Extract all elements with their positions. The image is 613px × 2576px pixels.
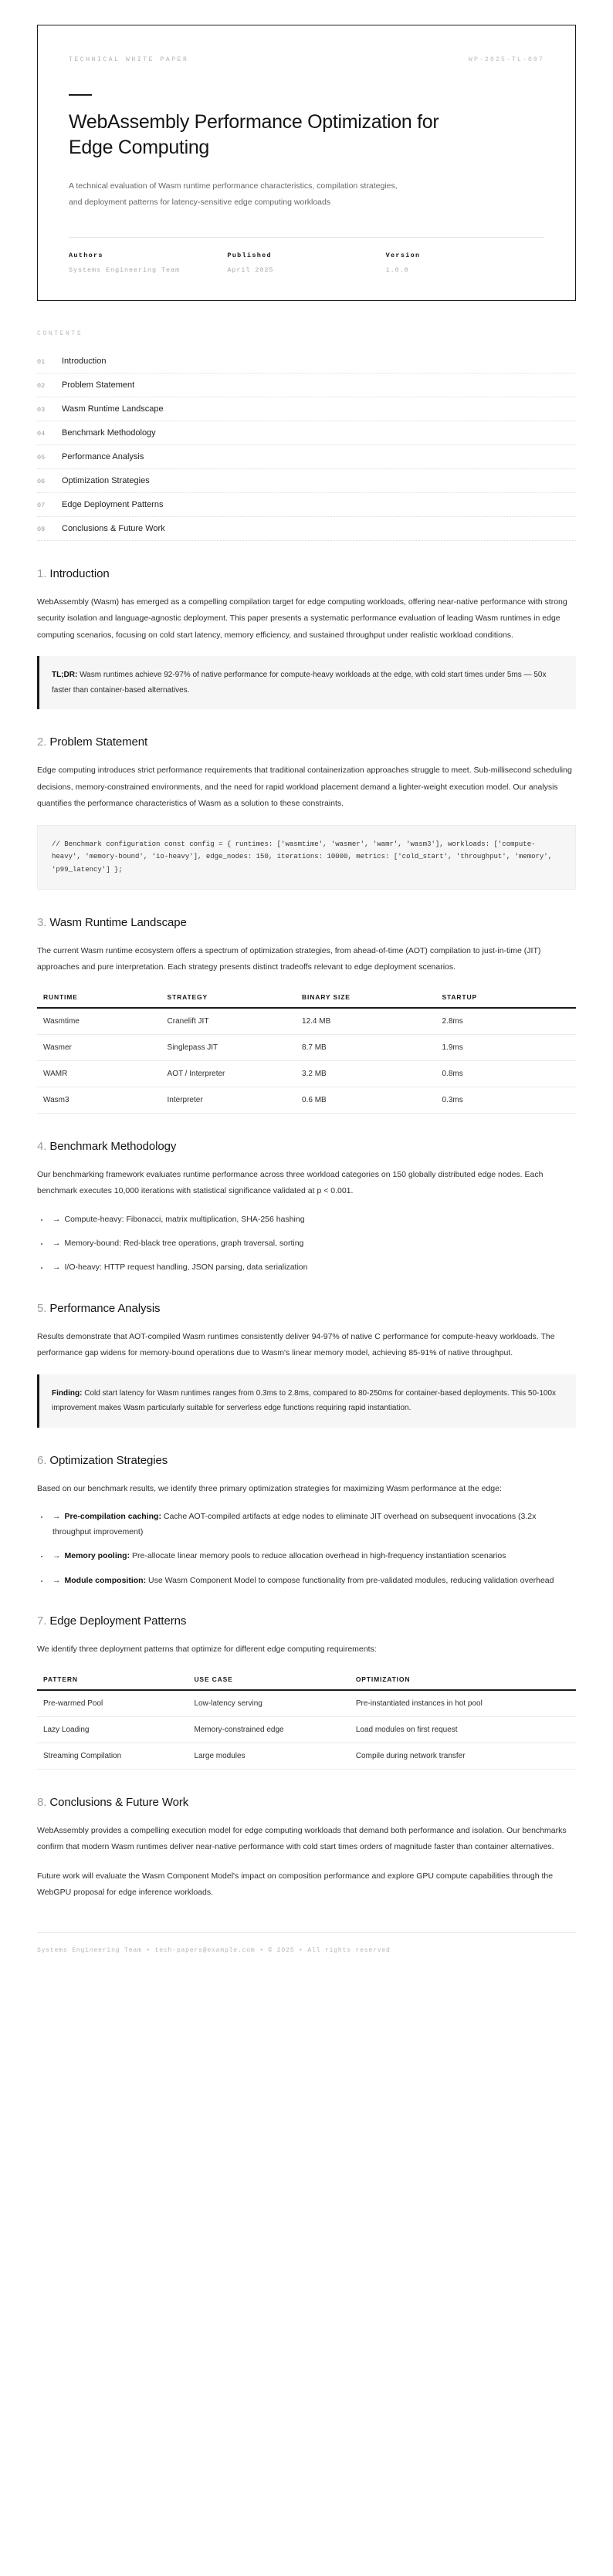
toc-item-problem-statement[interactable] [37, 374, 576, 397]
list-item-label: Memory pooling: [64, 1551, 130, 1561]
table-row [37, 1087, 576, 1113]
cell-optimization: Load modules on first request [350, 1716, 576, 1743]
cell-binary-size: 8.7 MB [296, 1034, 435, 1060]
section-title: Edge Deployment Patterns [49, 1614, 187, 1628]
meta-published [227, 252, 385, 274]
toc-number: 07 [37, 501, 46, 509]
table-of-contents [37, 330, 576, 541]
list-workload-categories [37, 1212, 576, 1276]
arrow-icon: → [52, 1239, 61, 1248]
cell-pattern: Pre-warmed Pool [37, 1690, 188, 1717]
cell-runtime: Wasm3 [37, 1087, 161, 1113]
section-heading-conclusions-future-work [37, 1796, 576, 1809]
callout-text: Wasm runtimes achieve 92-97% of native performance for compute-heavy workloads at the edge, with cold start times under 5ms — 50x faster than container-based alternatives. [52, 671, 547, 695]
toc-number: 01 [37, 357, 46, 366]
cell-startup: 0.3ms [436, 1087, 577, 1113]
section-number: 4. [37, 1139, 47, 1153]
column-header-pattern: PATTERN [37, 1671, 188, 1690]
paragraph: WebAssembly provides a compelling execution model for edge computing workloads that demand both performance and isolation. Our benchmarks confirm that modern Wasm runtimes deliver near-native performance with cold start times orders of magnitude faster than container alternatives. [37, 1825, 567, 1852]
document-body [37, 567, 576, 1902]
list-item [49, 1574, 576, 1588]
cell-runtime: Wasmer [37, 1034, 161, 1060]
cell-strategy: AOT / Interpreter [161, 1060, 296, 1087]
cell-startup: 0.8ms [436, 1060, 577, 1087]
section-title: Problem Statement [49, 735, 148, 749]
column-header-optimization: OPTIMIZATION [350, 1671, 576, 1690]
cell-startup: 1.9ms [436, 1034, 577, 1060]
table-row [37, 1034, 576, 1060]
table-header-row [37, 1671, 576, 1690]
cell-use-case: Large modules [188, 1743, 349, 1769]
cell-use-case: Low-latency serving [188, 1690, 349, 1717]
toc-number: 05 [37, 453, 46, 461]
list-item-text: Use Wasm Component Model to compose functionality from pre-validated modules, reducing validation overhead [146, 1575, 554, 1585]
section-number: 6. [37, 1453, 47, 1467]
section-introduction [37, 567, 576, 710]
section-benchmark-methodology [37, 1140, 576, 1276]
meta-version-label: Version [385, 251, 421, 259]
cover-card [37, 25, 576, 301]
contents-heading: CONTENTS [37, 330, 83, 337]
table-row [37, 1008, 576, 1035]
callout-label: Finding: [52, 1388, 83, 1398]
cell-use-case: Memory-constrained edge [188, 1716, 349, 1743]
arrow-icon: → [52, 1551, 61, 1561]
section-title: Wasm Runtime Landscape [49, 915, 187, 929]
list-item-text: I/O-heavy: HTTP request handling, JSON parsing, data serialization [64, 1263, 308, 1273]
list-optimization-strategies [37, 1509, 576, 1588]
toc-label: Problem Statement [62, 380, 135, 390]
arrow-icon: → [52, 1575, 61, 1585]
list-item-label: Module composition: [64, 1575, 147, 1585]
cover-metadata [69, 252, 544, 274]
section-title: Optimization Strategies [49, 1453, 168, 1467]
footer-text: Systems Engineering Team • tech-papers@example.com • © 2025 • All rights reserved [37, 1946, 391, 1954]
cell-runtime: WAMR [37, 1060, 161, 1087]
section-heading-introduction [37, 567, 576, 580]
toc-number: 06 [37, 477, 46, 485]
table-row [37, 1743, 576, 1769]
section-number: 2. [37, 735, 47, 749]
toc-label: Optimization Strategies [62, 475, 150, 485]
list-item-label: Pre-compilation caching: [64, 1512, 161, 1522]
toc-label: Conclusions & Future Work [62, 523, 165, 533]
section-number: 5. [37, 1301, 47, 1315]
toc-number: 04 [37, 429, 46, 438]
section-performance-analysis [37, 1302, 576, 1428]
page-subtitle: A technical evaluation of Wasm runtime performance characteristics, compilation strategies, and deployment patterns for latency-sensitive edge computing workloads [69, 181, 398, 207]
toc-number: 03 [37, 405, 46, 414]
section-number: 7. [37, 1614, 47, 1628]
page-title: WebAssembly Performance Optimization for Edge Computing [69, 111, 439, 159]
section-title: Benchmark Methodology [49, 1139, 177, 1153]
meta-published-label: Published [227, 251, 272, 259]
arrow-icon: → [52, 1263, 61, 1273]
list-item [49, 1236, 576, 1251]
section-heading-benchmark-methodology [37, 1140, 576, 1153]
column-header-strategy: STRATEGY [161, 989, 296, 1008]
list-item-text: Memory-bound: Red-black tree operations, graph traversal, sorting [64, 1239, 304, 1248]
list-item-text: Cache AOT-compiled artifacts at edge nodes to eliminate JIT overhead on subsequent invocations (3.2x throughput improvement) [52, 1512, 537, 1536]
table-runtime-comparison [37, 989, 576, 1114]
section-title: Introduction [49, 566, 110, 580]
list-item-text: Pre-allocate linear memory pools to reduce allocation overhead in high-frequency instantiation scenarios [130, 1551, 506, 1561]
arrow-icon: → [52, 1214, 61, 1224]
list-item [49, 1260, 576, 1275]
paragraph: Based on our benchmark results, we identify three primary optimization strategies for maximizing Wasm performance at the edge: [37, 1483, 502, 1493]
paragraph: We identify three deployment patterns that optimize for different edge computing requirements: [37, 1645, 377, 1655]
column-header-use-case: USE CASE [188, 1671, 349, 1690]
toc-item-wasm-runtime-landscape[interactable] [37, 397, 576, 421]
cell-binary-size: 3.2 MB [296, 1060, 435, 1087]
callout-body [52, 1386, 562, 1416]
toc-label: Wasm Runtime Landscape [62, 404, 164, 414]
table-row [37, 1690, 576, 1717]
paragraph: Our benchmarking framework evaluates runtime performance across three workload categories on 150 globally distributed edge nodes. Each benchmark executes 10,000 iterations with statistical significance validated at p < 0.001. [37, 1169, 544, 1196]
cell-strategy: Cranelift JIT [161, 1008, 296, 1035]
cover-topline [69, 56, 544, 63]
section-heading-wasm-runtime-landscape [37, 916, 576, 929]
toc-item-benchmark-methodology[interactable] [37, 421, 576, 445]
cell-runtime: Wasmtime [37, 1008, 161, 1035]
cell-optimization: Compile during network transfer [350, 1743, 576, 1769]
section-problem-statement [37, 735, 576, 889]
column-header-startup: STARTUP [436, 989, 577, 1008]
toc-label: Performance Analysis [62, 451, 144, 461]
callout-label: TL;DR: [52, 671, 78, 680]
whitepaper-page [0, 25, 613, 1985]
cell-optimization: Pre-instantiated instances in hot pool [350, 1690, 576, 1717]
paragraph: The current Wasm runtime ecosystem offers a spectrum of optimization strategies, from ahead-of-time (AOT) compilation to just-in-time (JIT) approaches and pure interpretation. Each strategy presents distinct tradeoffs relevant to edge deployment scenarios. [37, 945, 541, 972]
section-heading-edge-deployment-patterns [37, 1614, 576, 1628]
meta-version-value: 1.0.0 [385, 265, 409, 274]
section-number: 1. [37, 566, 47, 580]
toc-label: Edge Deployment Patterns [62, 499, 164, 509]
callout-tldr [37, 656, 576, 709]
section-number: 8. [37, 1795, 47, 1809]
section-heading-optimization-strategies [37, 1454, 576, 1467]
paragraph: WebAssembly (Wasm) has emerged as a compelling compilation target for edge computing workloads, offering near-native performance with strong security isolation and language-agnostic deployment. This paper presents a systematic performance evaluation of leading Wasm runtimes in edge computing scenarios, focusing on cold start latency, memory efficiency, and sustained throughput under realistic workload conditions. [37, 597, 567, 640]
title-accent-rule [69, 94, 92, 96]
callout-body [52, 668, 562, 698]
paragraph: Edge computing introduces strict performance requirements that traditional containerization approaches struggle to meet. Sub-millisecond scheduling decisions, memory-constrained environments, and the need for rapid workload placement demand a lighter-weight execution model. Our analysis quantifies the performance characteristics of Wasm as a solution to these constraints. [37, 766, 572, 809]
callout-text: Cold start latency for Wasm runtimes ranges from 0.3ms to 2.8ms, compared to 80-250ms for container-based deployments. This 50-100x improvement makes Wasm particularly suitable for serverless edge functions requiring rapid instantiation. [52, 1388, 557, 1413]
document-kind-label: TECHNICAL WHITE PAPER [69, 56, 189, 63]
meta-version [386, 252, 544, 274]
section-title: Performance Analysis [49, 1301, 161, 1315]
arrow-icon: → [52, 1512, 61, 1522]
section-optimization-strategies [37, 1454, 576, 1588]
list-item [49, 1212, 576, 1227]
meta-authors-label: Authors [69, 251, 103, 259]
list-item [49, 1549, 576, 1564]
table-deployment-patterns [37, 1671, 576, 1770]
section-title: Conclusions & Future Work [49, 1795, 189, 1809]
toc-item-performance-analysis[interactable] [37, 445, 576, 469]
list-item-text: Compute-heavy: Fibonacci, matrix multiplication, SHA-256 hashing [64, 1214, 305, 1224]
code-block-benchmark-config: // Benchmark configuration const config = { runtimes: ['wasmtime', 'wasmer', 'wamr', 'wasm3'], workloads: ['compute-heavy', 'memory-bound', 'io-heavy'], edge_nodes: 150, iterations: 10000, metrics: ['cold_start', 'throughput', 'memory', 'p99_latency'] }; [37, 825, 576, 890]
section-number: 3. [37, 915, 47, 929]
table-row [37, 1716, 576, 1743]
toc-item-optimization-strategies[interactable] [37, 469, 576, 493]
toc-label: Introduction [62, 356, 107, 366]
toc-item-conclusions-future-work[interactable] [37, 517, 576, 541]
paragraph: Future work will evaluate the Wasm Component Model's impact on composition performance and explore GPU compute capabilities through the WebGPU proposal for edge inference workloads. [37, 1871, 554, 1898]
cell-strategy: Singlepass JIT [161, 1034, 296, 1060]
cell-strategy: Interpreter [161, 1087, 296, 1113]
cover-divider [69, 237, 544, 238]
list-item [49, 1509, 576, 1540]
callout-finding [37, 1374, 576, 1428]
column-header-binary-size: BINARY SIZE [296, 989, 435, 1008]
section-heading-performance-analysis [37, 1302, 576, 1315]
meta-authors-value: Systems Engineering Team [69, 265, 181, 274]
cell-pattern: Lazy Loading [37, 1716, 188, 1743]
toc-item-edge-deployment-patterns[interactable] [37, 493, 576, 517]
paragraph: Results demonstrate that AOT-compiled Wasm runtimes consistently deliver 94-97% of native C performance for compute-heavy workloads. The performance gap widens for memory-bound operations due to Wasm's linear memory model, achieving 85-91% of native throughput. [37, 1331, 555, 1358]
meta-published-value: April 2025 [227, 265, 274, 274]
page-footer [37, 1932, 576, 1954]
meta-authors [69, 252, 227, 274]
cell-pattern: Streaming Compilation [37, 1743, 188, 1769]
section-heading-problem-statement [37, 735, 576, 749]
table-header-row [37, 989, 576, 1008]
section-conclusions-future-work [37, 1796, 576, 1902]
toc-item-introduction[interactable] [37, 350, 576, 374]
table-row [37, 1060, 576, 1087]
toc-label: Benchmark Methodology [62, 428, 156, 438]
column-header-runtime: RUNTIME [37, 989, 161, 1008]
section-wasm-runtime-landscape [37, 916, 576, 1114]
cell-startup: 2.8ms [436, 1008, 577, 1035]
cell-binary-size: 0.6 MB [296, 1087, 435, 1113]
document-id: WP-2025-TL-007 [468, 56, 544, 63]
toc-number: 02 [37, 381, 46, 390]
section-edge-deployment-patterns [37, 1614, 576, 1770]
cell-binary-size: 12.4 MB [296, 1008, 435, 1035]
toc-number: 08 [37, 525, 46, 533]
